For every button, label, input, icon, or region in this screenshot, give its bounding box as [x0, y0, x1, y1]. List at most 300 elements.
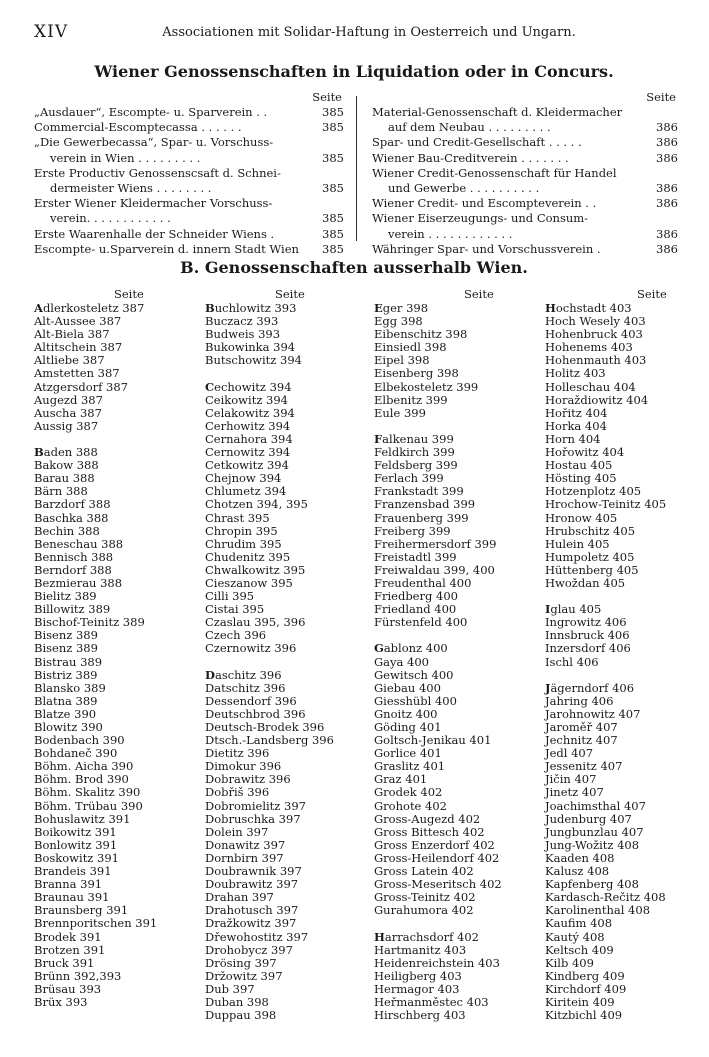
- entry-page: 385: [322, 180, 344, 195]
- initial-letter: H: [545, 301, 556, 315]
- index-entry: Karolinenthal 408: [545, 903, 651, 918]
- index-entry: Kindberg 409: [545, 968, 625, 983]
- index-entry: Cechowitz 394: [205, 379, 292, 394]
- letter-gap: [374, 917, 542, 930]
- index-entry: Hořitz 404: [545, 405, 608, 420]
- index-entry: Dražkowitz 397: [205, 916, 297, 931]
- index-entry: Atzgersdorf 387: [34, 379, 128, 394]
- initial-letter: I: [545, 602, 551, 617]
- index-entry: Elbekosteletz 399: [374, 379, 479, 394]
- entry-name: Erste Waarenhalle der Schneider Wiens .: [34, 226, 275, 241]
- entry-page: 385: [322, 150, 344, 165]
- column-head: Seite: [275, 287, 305, 301]
- index-column-4: [545, 287, 683, 1022]
- index-entry: Kitzbichl 409: [545, 1008, 623, 1023]
- index-entry: Joachimsthal 407: [545, 798, 646, 813]
- index-entry: Brotzen 391: [34, 942, 106, 957]
- index-entry: Drahan 397: [205, 890, 274, 905]
- index-entry: Eipel 398: [374, 353, 430, 368]
- index-entry: Buczacz 393: [205, 314, 279, 329]
- initial-letter: G: [374, 641, 384, 656]
- index-entry: Amstetten 387: [34, 366, 120, 381]
- entry-page: 386: [656, 150, 678, 165]
- entry-name: auf dem Neubau . . . . . . . . .: [388, 120, 551, 135]
- index-entry: Doubrawnik 397: [205, 864, 302, 879]
- liquidation-entry: [34, 135, 344, 150]
- index-entry: Jarohnowitz 407: [545, 706, 641, 721]
- index-entry: Bezmierau 388: [34, 575, 123, 590]
- index-entry: Blatna 389: [34, 693, 98, 708]
- index-entry: Hrochow-Teinitz 405: [545, 497, 667, 512]
- index-entry: Barzdorf 388: [34, 497, 111, 512]
- initial-letter: A: [34, 301, 43, 315]
- index-entry: Brennporitschen 391: [34, 916, 158, 931]
- liquidation-entry: [372, 151, 678, 166]
- entry-name: Wiener Credit-Genossenschaft für Handel: [372, 165, 617, 180]
- index-entry: Czernowitz 396: [205, 641, 297, 656]
- entry-name: Erster Wiener Kleidermacher Vorschuss-: [34, 196, 273, 211]
- entry-name: „Ausdauer“, Escompte- u. Sparverein . .: [34, 105, 268, 119]
- index-entry: Horaždiowitz 404: [545, 392, 649, 407]
- index-entry: Augezd 387: [34, 392, 103, 407]
- liquidation-entry: [372, 105, 678, 120]
- initial-letter: F: [374, 431, 383, 446]
- index-entry: Chropin 395: [205, 523, 278, 538]
- index-entry: Kiritein 409: [545, 994, 615, 1009]
- index-entry: Eger 398: [374, 301, 429, 315]
- initial-letter: E: [374, 301, 383, 315]
- index-entry: Bukowinka 394: [205, 340, 296, 355]
- index-entry: Bruck 391: [34, 955, 95, 970]
- index-entry: Gross-Teinitz 402: [374, 890, 476, 905]
- index-entry: Eule 399: [374, 405, 426, 420]
- index-entry: Adlerkosteletz 387: [34, 301, 145, 315]
- index-entry: Chejnow 394: [205, 471, 282, 486]
- index-entry: Dornbirn 397: [205, 850, 284, 865]
- index-entry: Judenburg 407: [545, 811, 632, 826]
- index-entry: Hohenems 403: [545, 340, 633, 355]
- index-entry: Kaufim 408: [545, 916, 613, 931]
- index-entry: Hüttenberg 405: [545, 562, 639, 577]
- index-entry: Heřmanměstec 403: [374, 994, 489, 1009]
- index-entry: Bohuslawitz 391: [34, 811, 131, 826]
- index-entry: Ischl 406: [545, 654, 599, 669]
- index-entry: Bechin 388: [34, 523, 100, 538]
- entry-page: 385: [322, 241, 344, 256]
- index-entry: Jung-Wožitz 408: [545, 837, 640, 852]
- index-entry: Elbenitz 399: [374, 392, 448, 407]
- column-head: Seite: [646, 90, 676, 104]
- index-entry: Hořowitz 404: [545, 445, 625, 460]
- index-entry: Dietitz 396: [205, 746, 270, 761]
- index-entry: Gaya 400: [374, 654, 430, 669]
- initial-letter: H: [374, 929, 385, 944]
- index-entry: Harrachsdorf 402: [374, 929, 479, 944]
- index-entry: Berndorf 388: [34, 562, 112, 577]
- index-entry: Deutschbrod 396: [205, 706, 306, 721]
- index-entry: Gablonz 400: [374, 641, 448, 656]
- index-entry: Bonlowitz 391: [34, 837, 118, 852]
- index-entry: Brüx 393: [34, 994, 88, 1009]
- index-entry: Eisenberg 398: [374, 366, 459, 381]
- initial-letter: C: [205, 379, 215, 394]
- column-head: Seite: [464, 287, 494, 301]
- index-entry: Gewitsch 400: [374, 667, 454, 682]
- liquidation-entry: [372, 211, 678, 226]
- index-entry: Gross Latein 402: [374, 864, 474, 879]
- index-entry: Kautý 408: [545, 929, 605, 944]
- index-entry: Freihermersdorf 399: [374, 536, 497, 551]
- entry-page: 386: [656, 120, 678, 135]
- entry-name: Wiener Bau-Creditverein . . . . . . .: [372, 150, 569, 165]
- index-entry: Brodek 391: [34, 929, 102, 944]
- index-entry: Kaaden 408: [545, 850, 615, 865]
- index-entry: Eibenschitz 398: [374, 327, 468, 342]
- index-entry: Bärn 388: [34, 484, 88, 499]
- index-entry: Boskowitz 391: [34, 850, 119, 865]
- index-entry: Alt-Aussee 387: [34, 314, 122, 329]
- index-entry: Chrast 395: [205, 510, 270, 525]
- liquidation-entry: [34, 181, 344, 196]
- index-entry: Branna 391: [34, 877, 103, 892]
- index-entry: Holleschau 404: [545, 379, 636, 394]
- index-entry: Dobromielitz 397: [205, 798, 306, 813]
- index-entry: Hirschberg 403: [374, 1008, 466, 1023]
- index-entry: Hwoždan 405: [545, 575, 626, 590]
- entry-name: Wiener Credit- und Escompteverein . .: [372, 196, 597, 211]
- index-entry: Hösting 405: [545, 471, 617, 486]
- index-entry: Giebau 400: [374, 680, 441, 695]
- liquidation-entry: [34, 151, 344, 166]
- index-entry: Hoch Wesely 403: [545, 314, 646, 329]
- index-entry: Jinetz 407: [545, 785, 604, 800]
- section-b-title: B. Genossenschaften ausserhalb Wien.: [180, 258, 528, 277]
- index-entry: Friedland 400: [374, 602, 457, 617]
- index-entry: Donawitz 397: [205, 837, 286, 852]
- entry-name: Wiener Eiserzeugungs- und Consum-: [372, 211, 589, 226]
- entry-page: 386: [656, 135, 678, 150]
- index-entry: Cistai 395: [205, 602, 265, 617]
- index-entry: Baschka 388: [34, 510, 109, 525]
- index-entry: Hrubschitz 405: [545, 523, 636, 538]
- index-entry: Bodenbach 390: [34, 733, 125, 748]
- index-entry: Grohote 402: [374, 798, 447, 813]
- index-entry: Altitschein 387: [34, 340, 123, 355]
- index-entry: Jägerndorf 406: [545, 680, 635, 695]
- index-entry: Cerhowitz 394: [205, 418, 291, 433]
- index-entry: Bakow 388: [34, 458, 99, 473]
- index-entry: Keltsch 409: [545, 942, 614, 957]
- index-entry: Doubrawitz 397: [205, 877, 299, 892]
- initial-letter: B: [205, 301, 215, 315]
- letter-gap: [205, 367, 355, 380]
- entry-name: Escompte- u.Sparverein d. innern Stadt Wien: [34, 241, 299, 256]
- liquidation-entry: [34, 211, 344, 226]
- index-entry: Graz 401: [374, 772, 428, 787]
- index-entry: Dub 397: [205, 981, 255, 996]
- index-entry: Böhm. Trübau 390: [34, 798, 143, 813]
- index-entry: Braunsberg 391: [34, 903, 129, 918]
- index-entry: Datschitz 396: [205, 680, 286, 695]
- index-entry: Altliebe 387: [34, 353, 105, 368]
- entry-page: 385: [322, 120, 344, 135]
- index-entry: Giesshübl 400: [374, 693, 457, 708]
- column-head: Seite: [114, 287, 144, 301]
- index-entry: Cieszanow 395: [205, 575, 293, 590]
- index-entry: Hotzenplotz 405: [545, 484, 642, 499]
- initial-letter: D: [205, 667, 215, 682]
- index-entry: Innsbruck 406: [545, 628, 630, 643]
- index-entry: Beneschau 388: [34, 536, 124, 551]
- index-entry: Falkenau 399: [374, 431, 454, 446]
- index-column-1: [34, 287, 202, 1009]
- entry-page: 386: [656, 226, 678, 241]
- index-entry: Freiberg 399: [374, 523, 451, 538]
- index-entry: Hulein 405: [545, 536, 610, 551]
- index-entry: Jahring 406: [545, 693, 614, 708]
- letter-gap: [545, 669, 683, 682]
- index-entry: Böhm. Skalitz 390: [34, 785, 141, 800]
- index-entry: Horn 404: [545, 431, 601, 446]
- index-entry: Freudenthal 400: [374, 575, 472, 590]
- index-entry: Daschitz 396: [205, 667, 282, 682]
- index-entry: Bisenz 389: [34, 628, 98, 643]
- entry-name: Währinger Spar- und Vorschussverein .: [372, 241, 601, 256]
- index-entry: Goltsch-Jenikau 401: [374, 733, 492, 748]
- index-entry: Böhm. Brod 390: [34, 772, 129, 787]
- index-entry: Bohdaneč 390: [34, 746, 118, 761]
- index-entry: Chwalkowitz 395: [205, 562, 306, 577]
- index-entry: Jungbunzlau 407: [545, 824, 644, 839]
- entry-name: dermeister Wiens . . . . . . . .: [50, 180, 212, 195]
- index-entry: Gross-Meseritsch 402: [374, 877, 502, 892]
- liquidation-list-left: [34, 90, 344, 257]
- liquidation-entry: [372, 181, 678, 196]
- index-entry: Buchlowitz 393: [205, 301, 297, 315]
- index-entry: Chotzen 394, 395: [205, 497, 308, 512]
- index-entry: Dobruschka 397: [205, 811, 301, 826]
- index-entry: Dimokur 396: [205, 759, 282, 774]
- index-entry: Heiligberg 403: [374, 968, 462, 983]
- entry-page: 386: [656, 196, 678, 211]
- index-entry: Horka 404: [545, 418, 607, 433]
- index-entry: Cernowitz 394: [205, 445, 291, 460]
- index-entry: Gurahumora 402: [374, 903, 474, 918]
- index-entry: Chrudim 395: [205, 536, 282, 551]
- index-entry: Czech 396: [205, 628, 267, 643]
- index-entry: Humpoletz 405: [545, 549, 635, 564]
- entry-name: verein . . . . . . . . . . . .: [388, 226, 513, 241]
- column-head: Seite: [637, 287, 667, 301]
- liquidation-entry: [372, 166, 678, 181]
- index-entry: Dobrawitz 396: [205, 772, 291, 787]
- index-entry: Billowitz 389: [34, 602, 111, 617]
- index-entry: Kalusz 408: [545, 864, 610, 879]
- page-number: XIV: [34, 22, 69, 42]
- liquidation-entry: [34, 105, 344, 120]
- index-entry: Držowitz 397: [205, 968, 283, 983]
- entry-page: 386: [656, 241, 678, 256]
- index-entry: Jessenitz 407: [545, 759, 623, 774]
- index-entry: Deutsch-Brodek 396: [205, 720, 325, 734]
- entry-name: Commercial-Escomptecassa . . . . . .: [34, 120, 242, 135]
- index-column-3: [374, 287, 542, 1022]
- index-entry: Friedberg 400: [374, 589, 458, 604]
- entry-name: verein. . . . . . . . . . . .: [50, 211, 171, 226]
- index-entry: Hartmanitz 403: [374, 942, 467, 957]
- entry-name: „Die Gewerbecassa“, Spar- u. Vorschuss-: [34, 135, 274, 150]
- entry-name: Material-Genossenschaft d. Kleidermacher: [372, 105, 623, 119]
- index-entry: Feldsberg 399: [374, 458, 458, 473]
- index-entry: Alt-Biela 387: [34, 327, 110, 342]
- index-entry: Ingrowitz 406: [545, 615, 627, 630]
- initial-letter: B: [34, 445, 44, 460]
- index-entry: Braunau 391: [34, 890, 110, 905]
- index-entry: Barau 388: [34, 471, 95, 486]
- liquidation-entry: [34, 196, 344, 211]
- entry-page: 386: [656, 180, 678, 195]
- index-entry: Bistrau 389: [34, 654, 103, 669]
- index-entry: Baden 388: [34, 445, 98, 460]
- entry-page: 385: [322, 211, 344, 226]
- index-entry: Aussig 387: [34, 418, 99, 433]
- index-entry: Dřewohostitz 397: [205, 929, 309, 944]
- column-divider: [356, 96, 357, 241]
- index-entry: Kapfenberg 408: [545, 877, 639, 892]
- index-entry: Feldkirch 399: [374, 445, 455, 460]
- index-entry: Frankstadt 399: [374, 484, 464, 499]
- index-entry: Holitz 403: [545, 366, 606, 381]
- liquidation-entry: [372, 227, 678, 242]
- entry-page: 385: [322, 226, 344, 241]
- index-entry: Hronow 405: [545, 510, 618, 525]
- index-entry: Hochstadt 403: [545, 301, 632, 315]
- column-head: Seite: [312, 90, 342, 104]
- index-entry: Kirchdorf 409: [545, 981, 627, 996]
- liquidation-entry: [372, 242, 678, 257]
- section-a-title: Wiener Genossenschaften in Liquidation oder in Concurs.: [94, 62, 614, 81]
- index-entry: Ceikowitz 394: [205, 392, 288, 407]
- index-entry: Gorlice 401: [374, 746, 442, 761]
- index-entry: Brünn 392,393: [34, 968, 122, 983]
- index-entry: Blansko 389: [34, 680, 106, 695]
- index-entry: Graslitz 401: [374, 759, 446, 774]
- index-entry: Auscha 387: [34, 405, 102, 420]
- index-entry: Chudenitz 395: [205, 549, 291, 564]
- index-entry: Czaslau 395, 396: [205, 615, 306, 630]
- entry-name: Erste Productiv Genossenscsaft d. Schnei-: [34, 165, 281, 180]
- entry-name: Spar- und Credit-Gesellschaft . . . . .: [372, 135, 582, 150]
- liquidation-entry: [34, 120, 344, 135]
- index-entry: Einsiedl 398: [374, 340, 447, 355]
- index-entry: Duppau 398: [205, 1008, 277, 1023]
- index-entry: Göding 401: [374, 720, 442, 734]
- index-entry: Jechnitz 407: [545, 733, 618, 748]
- index-entry: Fürstenfeld 400: [374, 615, 468, 630]
- page-header: [34, 22, 674, 42]
- index-entry: Brüsau 393: [34, 981, 102, 996]
- index-entry: Budweis 393: [205, 327, 281, 342]
- index-entry: Butschowitz 394: [205, 353, 302, 368]
- index-entry: Jedl 407: [545, 746, 594, 761]
- liquidation-entry: [34, 242, 344, 257]
- index-entry: Heidenreichstein 403: [374, 955, 500, 970]
- index-entry: Brandeis 391: [34, 864, 112, 879]
- index-entry: Egg 398: [374, 314, 423, 329]
- index-entry: Gnoitz 400: [374, 706, 438, 721]
- index-entry: Ferlach 399: [374, 471, 444, 486]
- index-entry: Cilli 395: [205, 589, 255, 604]
- entry-name: und Gewerbe . . . . . . . . . .: [388, 180, 540, 195]
- index-entry: Bistriz 389: [34, 667, 98, 682]
- liquidation-entry: [372, 135, 678, 150]
- index-entry: Blowitz 390: [34, 720, 103, 734]
- index-entry: Dolein 397: [205, 824, 269, 839]
- index-entry: Hermagor 403: [374, 981, 460, 996]
- index-entry: Freiwaldau 399, 400: [374, 562, 495, 577]
- index-entry: Gross-Augezd 402: [374, 811, 481, 826]
- liquidation-entry: [372, 196, 678, 211]
- entry-name: verein in Wien . . . . . . . . .: [50, 150, 201, 165]
- index-entry: Inzersdorf 406: [545, 641, 631, 656]
- index-entry: Gross-Heilendorf 402: [374, 850, 500, 865]
- index-entry: Cetkowitz 394: [205, 458, 289, 473]
- entry-page: 385: [322, 105, 344, 119]
- index-entry: Gross Enzerdorf 402: [374, 837, 495, 852]
- index-entry: Chlumetz 394: [205, 484, 287, 499]
- index-entry: Kardasch-Rečitz 408: [545, 890, 666, 905]
- index-entry: Bennisch 388: [34, 549, 114, 564]
- initial-letter: J: [545, 680, 551, 695]
- index-entry: Cernahora 394: [205, 431, 293, 446]
- liquidation-entry: [34, 227, 344, 242]
- index-entry: Hostau 405: [545, 458, 613, 473]
- index-entry: Franzensbad 399: [374, 497, 476, 512]
- running-title: Associationen mit Solidar-Haftung in Oesterreich und Ungarn.: [162, 25, 576, 40]
- index-entry: Bielitz 389: [34, 589, 97, 604]
- index-entry: Dobřiš 396: [205, 785, 270, 800]
- index-entry: Dtsch.-Landsberg 396: [205, 733, 334, 748]
- index-entry: Drahotusch 397: [205, 903, 299, 918]
- index-entry: Jaroměř 407: [545, 720, 618, 734]
- index-entry: Kilb 409: [545, 955, 594, 970]
- index-entry: Bischof-Teinitz 389: [34, 615, 145, 630]
- index-entry: Freistadtl 399: [374, 549, 457, 564]
- letter-gap: [205, 656, 355, 669]
- index-entry: Frauenberg 399: [374, 510, 469, 525]
- index-entry: Bisenz 389: [34, 641, 98, 656]
- liquidation-entry: [372, 120, 678, 135]
- letter-gap: [374, 420, 542, 433]
- index-column-2: [205, 287, 355, 1022]
- index-entry: Jičin 407: [545, 772, 597, 787]
- index-entry: Hohenmauth 403: [545, 353, 647, 368]
- index-entry: Dessendorf 396: [205, 693, 297, 708]
- liquidation-entry: [34, 166, 344, 181]
- index-entry: Duban 398: [205, 994, 269, 1009]
- liquidation-list-right: [372, 90, 678, 257]
- index-entry: Blatze 390: [34, 706, 97, 721]
- index-entry: Boikowitz 391: [34, 824, 117, 839]
- index-entry: Iglau 405: [545, 602, 602, 617]
- index-entry: Drösing 397: [205, 955, 277, 970]
- index-entry: Böhm. Aicha 390: [34, 759, 134, 774]
- index-entry: Drohobycz 397: [205, 942, 293, 957]
- index-entry: Grodek 402: [374, 785, 443, 800]
- index-entry: Celakowitz 394: [205, 405, 295, 420]
- index-entry: Gross Bittesch 402: [374, 824, 485, 839]
- index-entry: Hohenbruck 403: [545, 327, 643, 342]
